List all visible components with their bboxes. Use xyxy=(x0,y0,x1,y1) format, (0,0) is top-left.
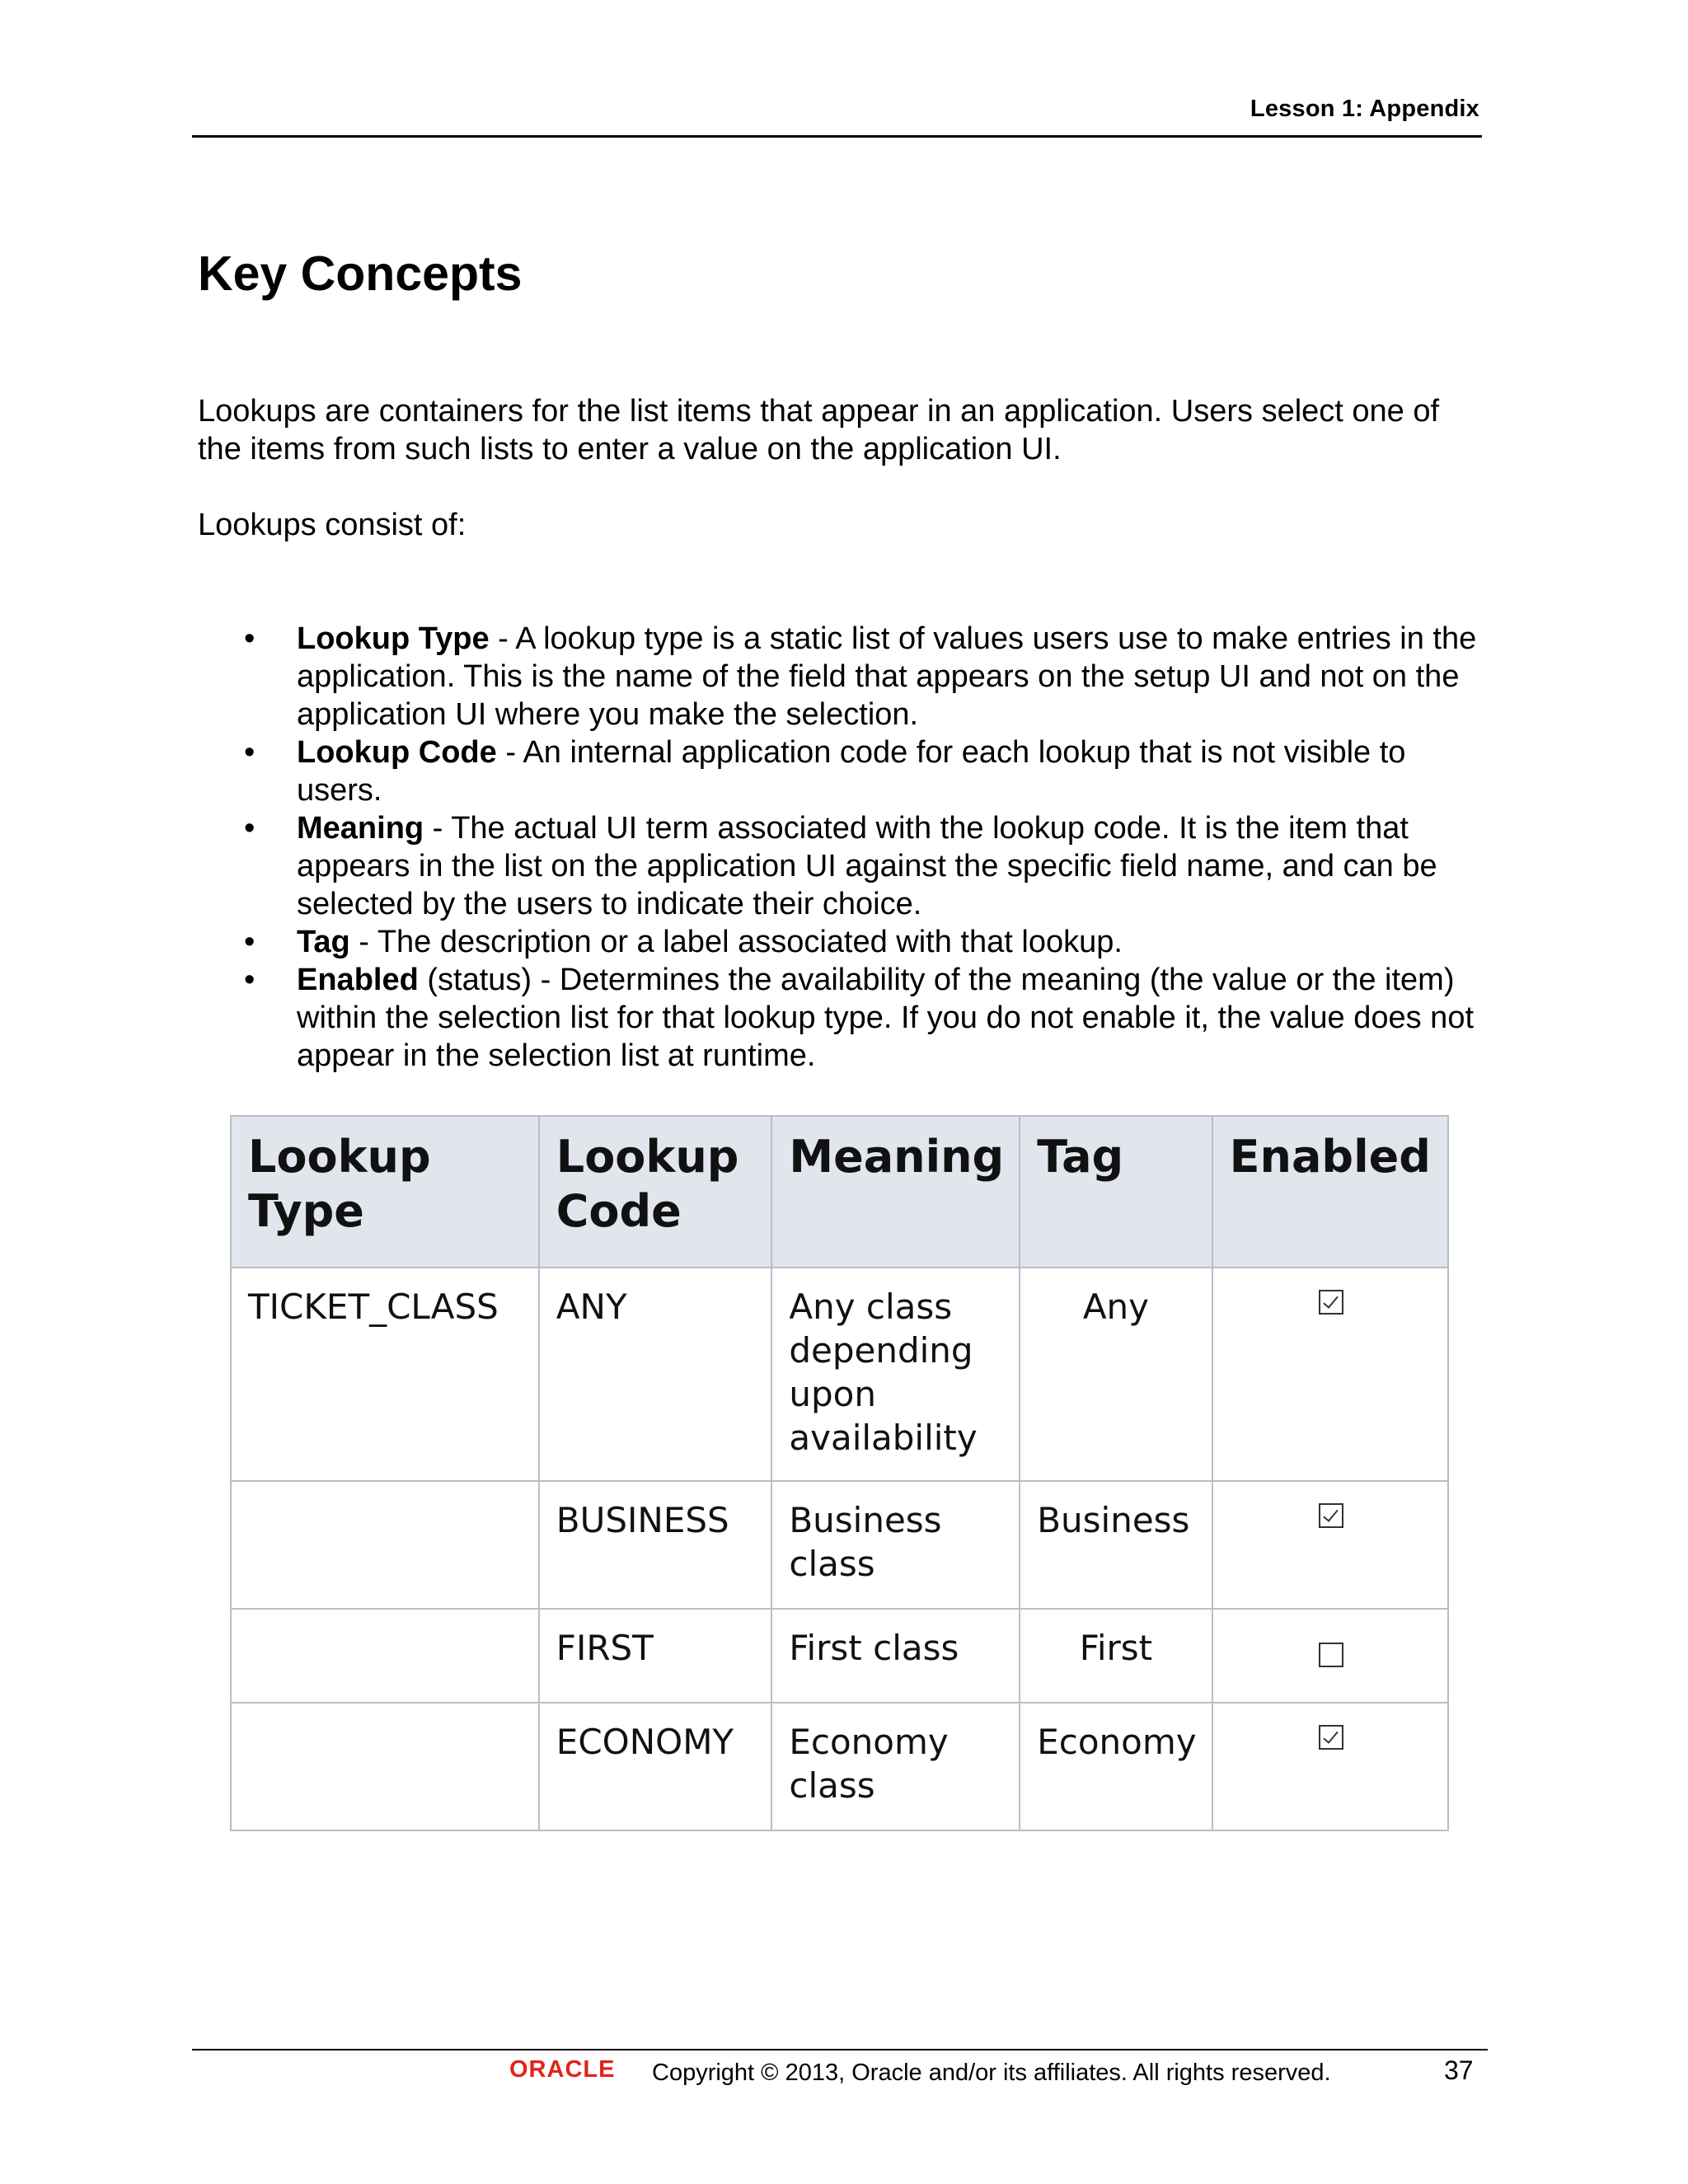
header-lookup-type: Lookup Type xyxy=(231,1116,539,1268)
header-tag: Tag xyxy=(1020,1116,1212,1268)
lesson-header: Lesson 1: Appendix xyxy=(1250,96,1479,122)
concept-item xyxy=(198,923,1484,961)
checkbox-unchecked-icon xyxy=(1319,1643,1343,1667)
page-title: Key Concepts xyxy=(198,246,523,301)
lookup-table xyxy=(230,1115,1449,1831)
header-enabled: Enabled xyxy=(1212,1116,1448,1268)
oracle-logo: ORACLE xyxy=(509,2056,616,2083)
page-number: 37 xyxy=(1444,2055,1474,2085)
concept-description: - The actual UI term associated with the lookup code. It is the item that appears in the list on the application UI against the specific field name, and can be selected by the users to indicate their choice. xyxy=(297,811,1437,921)
concept-description: - The description or a label associated with that lookup. xyxy=(349,925,1123,959)
header-lookup-code: Lookup Code xyxy=(539,1116,772,1268)
cell-tag: First xyxy=(1020,1609,1212,1703)
cell-enabled xyxy=(1212,1609,1448,1703)
cell-enabled xyxy=(1212,1703,1448,1830)
cell-lookup-type xyxy=(231,1609,539,1703)
bullet-icon: • xyxy=(244,963,256,997)
cell-tag: Any xyxy=(1020,1268,1212,1481)
copyright-text: Copyright © 2013, Oracle and/or its affiliates. All rights reserved. xyxy=(652,2060,1331,2086)
concept-item xyxy=(198,809,1484,923)
cell-lookup-type xyxy=(231,1481,539,1609)
concept-item xyxy=(198,620,1484,733)
cell-meaning: Any class depending upon availability xyxy=(771,1268,1020,1481)
table-row xyxy=(231,1268,1448,1481)
table-header-row xyxy=(231,1116,1448,1268)
cell-lookup-code: ECONOMY xyxy=(539,1703,772,1830)
concept-term: Lookup Code xyxy=(297,735,497,770)
footer-rule xyxy=(192,2049,1488,2050)
bullet-icon: • xyxy=(244,621,256,656)
concept-term: Meaning xyxy=(297,811,424,846)
cell-meaning: Business class xyxy=(771,1481,1020,1609)
concept-description: - A lookup type is a static list of values users use to make entries in the application. This is the name of the field that appears on the setup UI and not on the application UI where you make the selection. xyxy=(297,621,1477,732)
cell-enabled xyxy=(1212,1481,1448,1609)
concept-term: Lookup Type xyxy=(297,621,490,656)
concept-item xyxy=(198,733,1484,809)
cell-lookup-code: BUSINESS xyxy=(539,1481,772,1609)
concept-term: Tag xyxy=(297,925,350,959)
bullet-icon: • xyxy=(244,735,256,770)
cell-lookup-code: FIRST xyxy=(539,1609,772,1703)
checkbox-checked-icon xyxy=(1319,1725,1343,1750)
table-row xyxy=(231,1481,1448,1609)
concept-description: (status) - Determines the availability of the meaning (the value or the item) within the selection list for that lookup type. If you do not enable it, the value does not appear in the selection list at runtime. xyxy=(297,963,1475,1073)
header-rule xyxy=(192,135,1482,138)
cell-meaning: First class xyxy=(771,1609,1020,1703)
cell-lookup-type xyxy=(231,1703,539,1830)
concept-list xyxy=(198,620,1484,1075)
bullet-icon: • xyxy=(244,925,256,959)
consist-paragraph: Lookups consist of: xyxy=(198,508,467,542)
cell-tag: Economy xyxy=(1020,1703,1212,1830)
concept-item xyxy=(198,961,1484,1075)
cell-tag: Business xyxy=(1020,1481,1212,1609)
table-row xyxy=(231,1609,1448,1703)
concept-description: - An internal application code for each lookup that is not visible to users. xyxy=(297,735,1406,808)
cell-meaning: Economy class xyxy=(771,1703,1020,1830)
checkbox-checked-icon xyxy=(1319,1290,1343,1315)
bullet-icon: • xyxy=(244,811,256,846)
table-row xyxy=(231,1703,1448,1830)
cell-lookup-type: TICKET_CLASS xyxy=(231,1268,539,1481)
header-meaning: Meaning xyxy=(771,1116,1020,1268)
cell-enabled xyxy=(1212,1268,1448,1481)
intro-paragraph: Lookups are containers for the list items that appear in an application. Users select one of the items from such lists to enter a value on the application UI. xyxy=(198,394,1440,466)
checkbox-checked-icon xyxy=(1319,1503,1343,1528)
cell-lookup-code: ANY xyxy=(539,1268,772,1481)
concept-term: Enabled xyxy=(297,963,419,997)
